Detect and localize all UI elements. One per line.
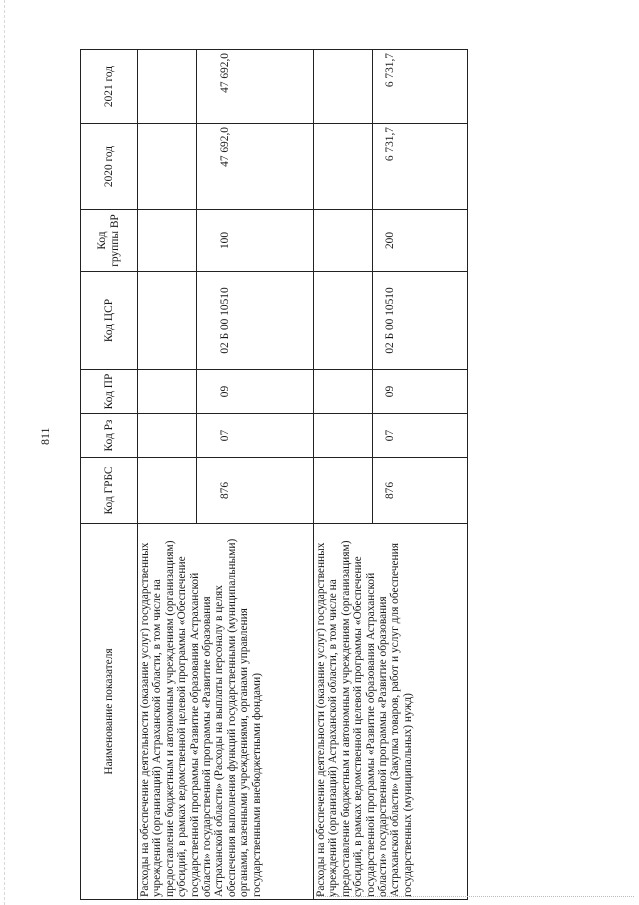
pr-value: 09 (384, 385, 397, 398)
cell-divider (372, 210, 373, 271)
scan-bottom-line (318, 896, 634, 897)
y2021-value: 47 692,0 (219, 53, 232, 93)
rz-cell (138, 414, 314, 458)
page-number: 811 (38, 427, 52, 445)
cell-divider (372, 458, 373, 523)
header-csr: Код ЦСР (81, 272, 138, 370)
scan-margin-line (4, 0, 5, 905)
header-grbs: Код ГРБС (81, 458, 138, 524)
y2021-cell (138, 50, 314, 124)
header-pr: Код ПР (81, 370, 138, 414)
pr-cell (138, 370, 314, 414)
pr-cell (314, 370, 468, 414)
header-vr: Код группы ВР (81, 210, 138, 272)
row-name-cell (314, 524, 468, 900)
y2020-cell (138, 124, 314, 210)
vr-cell (314, 210, 468, 272)
y2021-cell (314, 50, 468, 124)
rz-value: 07 (219, 429, 232, 442)
cell-divider (196, 124, 197, 209)
rz-value: 07 (384, 429, 397, 442)
table-row (314, 50, 468, 900)
rotated-page-content (80, 50, 464, 900)
row-name: Расходы на обеспечение деятельности (оказание услуг) государственных учреждений (организаций) Астраханской области, в том числе на предоставление бюджетным и автономным учреждениям (организациям) субсидий, в рамках ведомственной целевой программы «Обеспечение государственной программы «Развитие образования Астраханской области» государственной программы «Развитие образования Астраханской области» (Расходы на выплаты персоналу в целях обеспечения выполнения функций государственными (муниципальными) органами, казенными учреждениями, органами управления государственными внебюджетными фондами) (139, 538, 263, 897)
header-2021: 2021 год (81, 50, 138, 124)
table-row (138, 50, 314, 900)
cell-divider (372, 272, 373, 369)
vr-cell (138, 210, 314, 272)
row-name: Расходы на обеспечение деятельности (оказание услуг) государственных учреждений (организаций) Астраханской области, в том числе на предоставление бюджетным и автономным учреждениям (организациям) субсидий, в рамках ведомственной целевой программы «Обеспечение государственной программы «Развитие образования Астраханской области» государственной программы «Развитие образования Астраханской области» (Закупка товаров, работ и услуг для обеспечения государственных (муниципальных) нужд) (315, 540, 414, 897)
csr-cell (314, 272, 468, 370)
cell-divider (196, 210, 197, 271)
csr-value: 02 Б 00 10510 (219, 287, 232, 354)
y2020-cell (314, 124, 468, 210)
cell-divider (196, 272, 197, 369)
grbs-cell (314, 458, 468, 524)
pr-value: 09 (219, 385, 232, 398)
grbs-value: 876 (219, 481, 232, 500)
grbs-cell (138, 458, 314, 524)
cell-divider (372, 414, 373, 457)
cell-divider (196, 458, 197, 523)
csr-value: 02 Б 00 10510 (384, 287, 397, 354)
cell-divider (372, 50, 373, 123)
grbs-value: 876 (384, 481, 397, 500)
header-rz: Код Рз (81, 414, 138, 458)
cell-divider (196, 414, 197, 457)
cell-divider (196, 370, 197, 413)
table-header-row (81, 50, 138, 900)
y2021-value: 6 731,7 (384, 53, 397, 88)
budget-table (80, 49, 468, 900)
vr-value: 200 (384, 231, 397, 250)
header-2020: 2020 год (81, 124, 138, 210)
row-name-cell (138, 524, 314, 900)
y2020-value: 6 731,7 (384, 127, 397, 162)
cell-divider (196, 50, 197, 123)
cell-divider (372, 124, 373, 209)
cell-divider (372, 370, 373, 413)
vr-value: 100 (219, 231, 232, 250)
rz-cell (314, 414, 468, 458)
csr-cell (138, 272, 314, 370)
y2020-value: 47 692,0 (219, 127, 232, 167)
header-name: Наименование показателя (81, 524, 138, 900)
